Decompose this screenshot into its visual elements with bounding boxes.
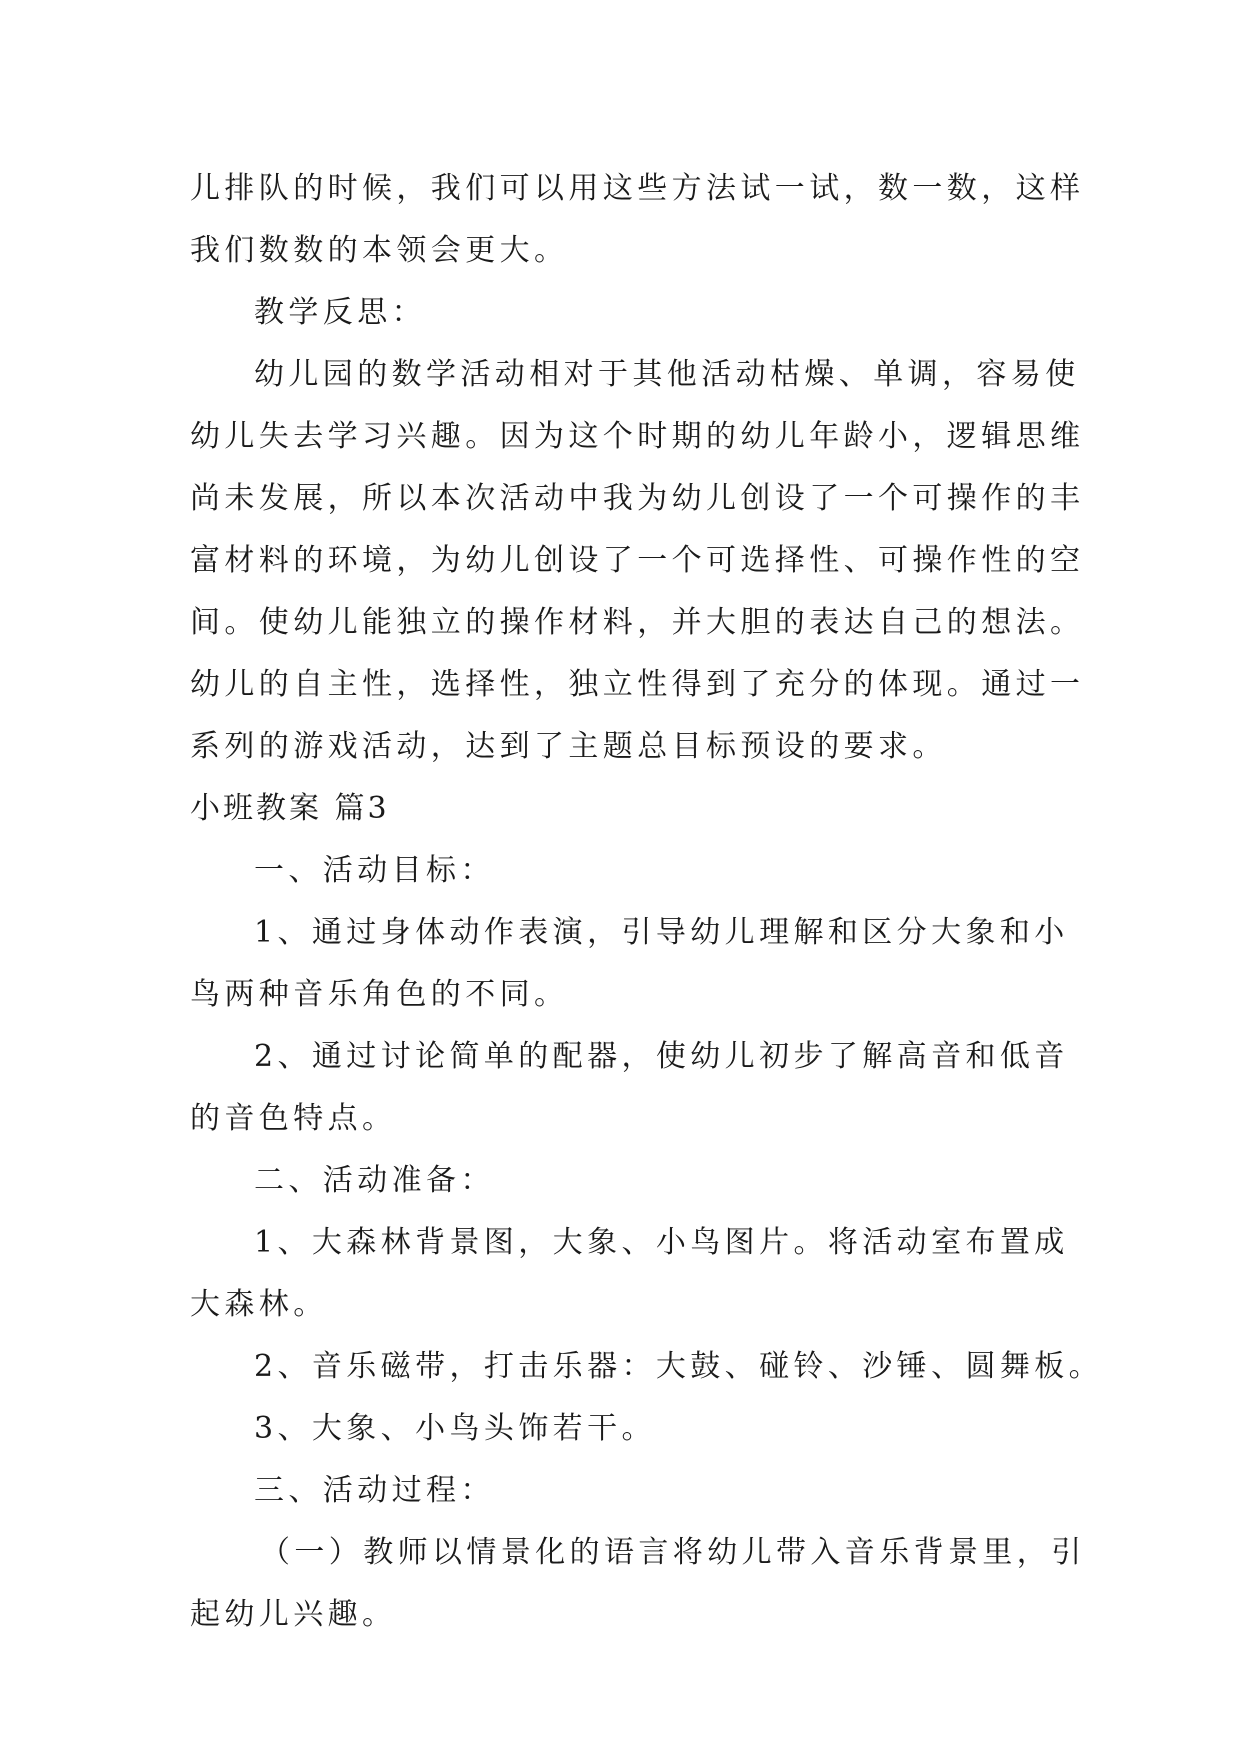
paragraph-line: 间。使幼儿能独立的操作材料，并大胆的表达自己的想法。 bbox=[190, 605, 1085, 640]
paragraph-line: 幼儿失去学习兴趣。因为这个时期的幼儿年龄小，逻辑思维 bbox=[190, 419, 1085, 454]
section-label: 三、活动过程： bbox=[254, 1473, 495, 1508]
section-heading: 小班教案 篇3 bbox=[190, 791, 390, 826]
list-item-line: 的音色特点。 bbox=[190, 1101, 397, 1136]
list-item-line: 大森林。 bbox=[190, 1287, 328, 1322]
paragraph-line: 尚未发展，所以本次活动中我为幼儿创设了一个可操作的丰 bbox=[190, 481, 1085, 516]
paragraph-line: 富材料的环境，为幼儿创设了一个可选择性、可操作性的空 bbox=[190, 543, 1085, 578]
list-item-line: 2、音乐磁带，打击乐器：大鼓、碰铃、沙锤、圆舞板。 bbox=[254, 1349, 1104, 1384]
paragraph-line: 幼儿园的数学活动相对于其他活动枯燥、单调，容易使 bbox=[254, 357, 1080, 392]
document-body bbox=[190, 158, 1104, 1646]
section-label: 二、活动准备： bbox=[254, 1163, 495, 1198]
list-item-line: 2、通过讨论简单的配器，使幼儿初步了解高音和低音 bbox=[254, 1039, 1069, 1074]
list-item-line: （一）教师以情景化的语言将幼儿带入音乐背景里，引 bbox=[260, 1535, 1086, 1570]
paragraph-line: 我们数数的本领会更大。 bbox=[190, 233, 569, 268]
paragraph-line: 幼儿的自主性，选择性，独立性得到了充分的体现。通过一 bbox=[190, 667, 1085, 702]
list-item-line: 1、通过身体动作表演，引导幼儿理解和区分大象和小 bbox=[254, 915, 1069, 950]
list-item-line: 3、大象、小鸟头饰若干。 bbox=[254, 1411, 656, 1446]
section-label: 教学反思： bbox=[254, 295, 426, 330]
paragraph-line: 儿排队的时候，我们可以用这些方法试一试，数一数，这样 bbox=[190, 171, 1085, 206]
list-item-line: 1、大森林背景图，大象、小鸟图片。将活动室布置成 bbox=[254, 1225, 1069, 1260]
list-item-line: 鸟两种音乐角色的不同。 bbox=[190, 977, 569, 1012]
list-item-line: 起幼儿兴趣。 bbox=[190, 1597, 397, 1632]
section-label: 一、活动目标： bbox=[254, 853, 495, 888]
paragraph-line: 系列的游戏活动，达到了主题总目标预设的要求。 bbox=[190, 729, 947, 764]
